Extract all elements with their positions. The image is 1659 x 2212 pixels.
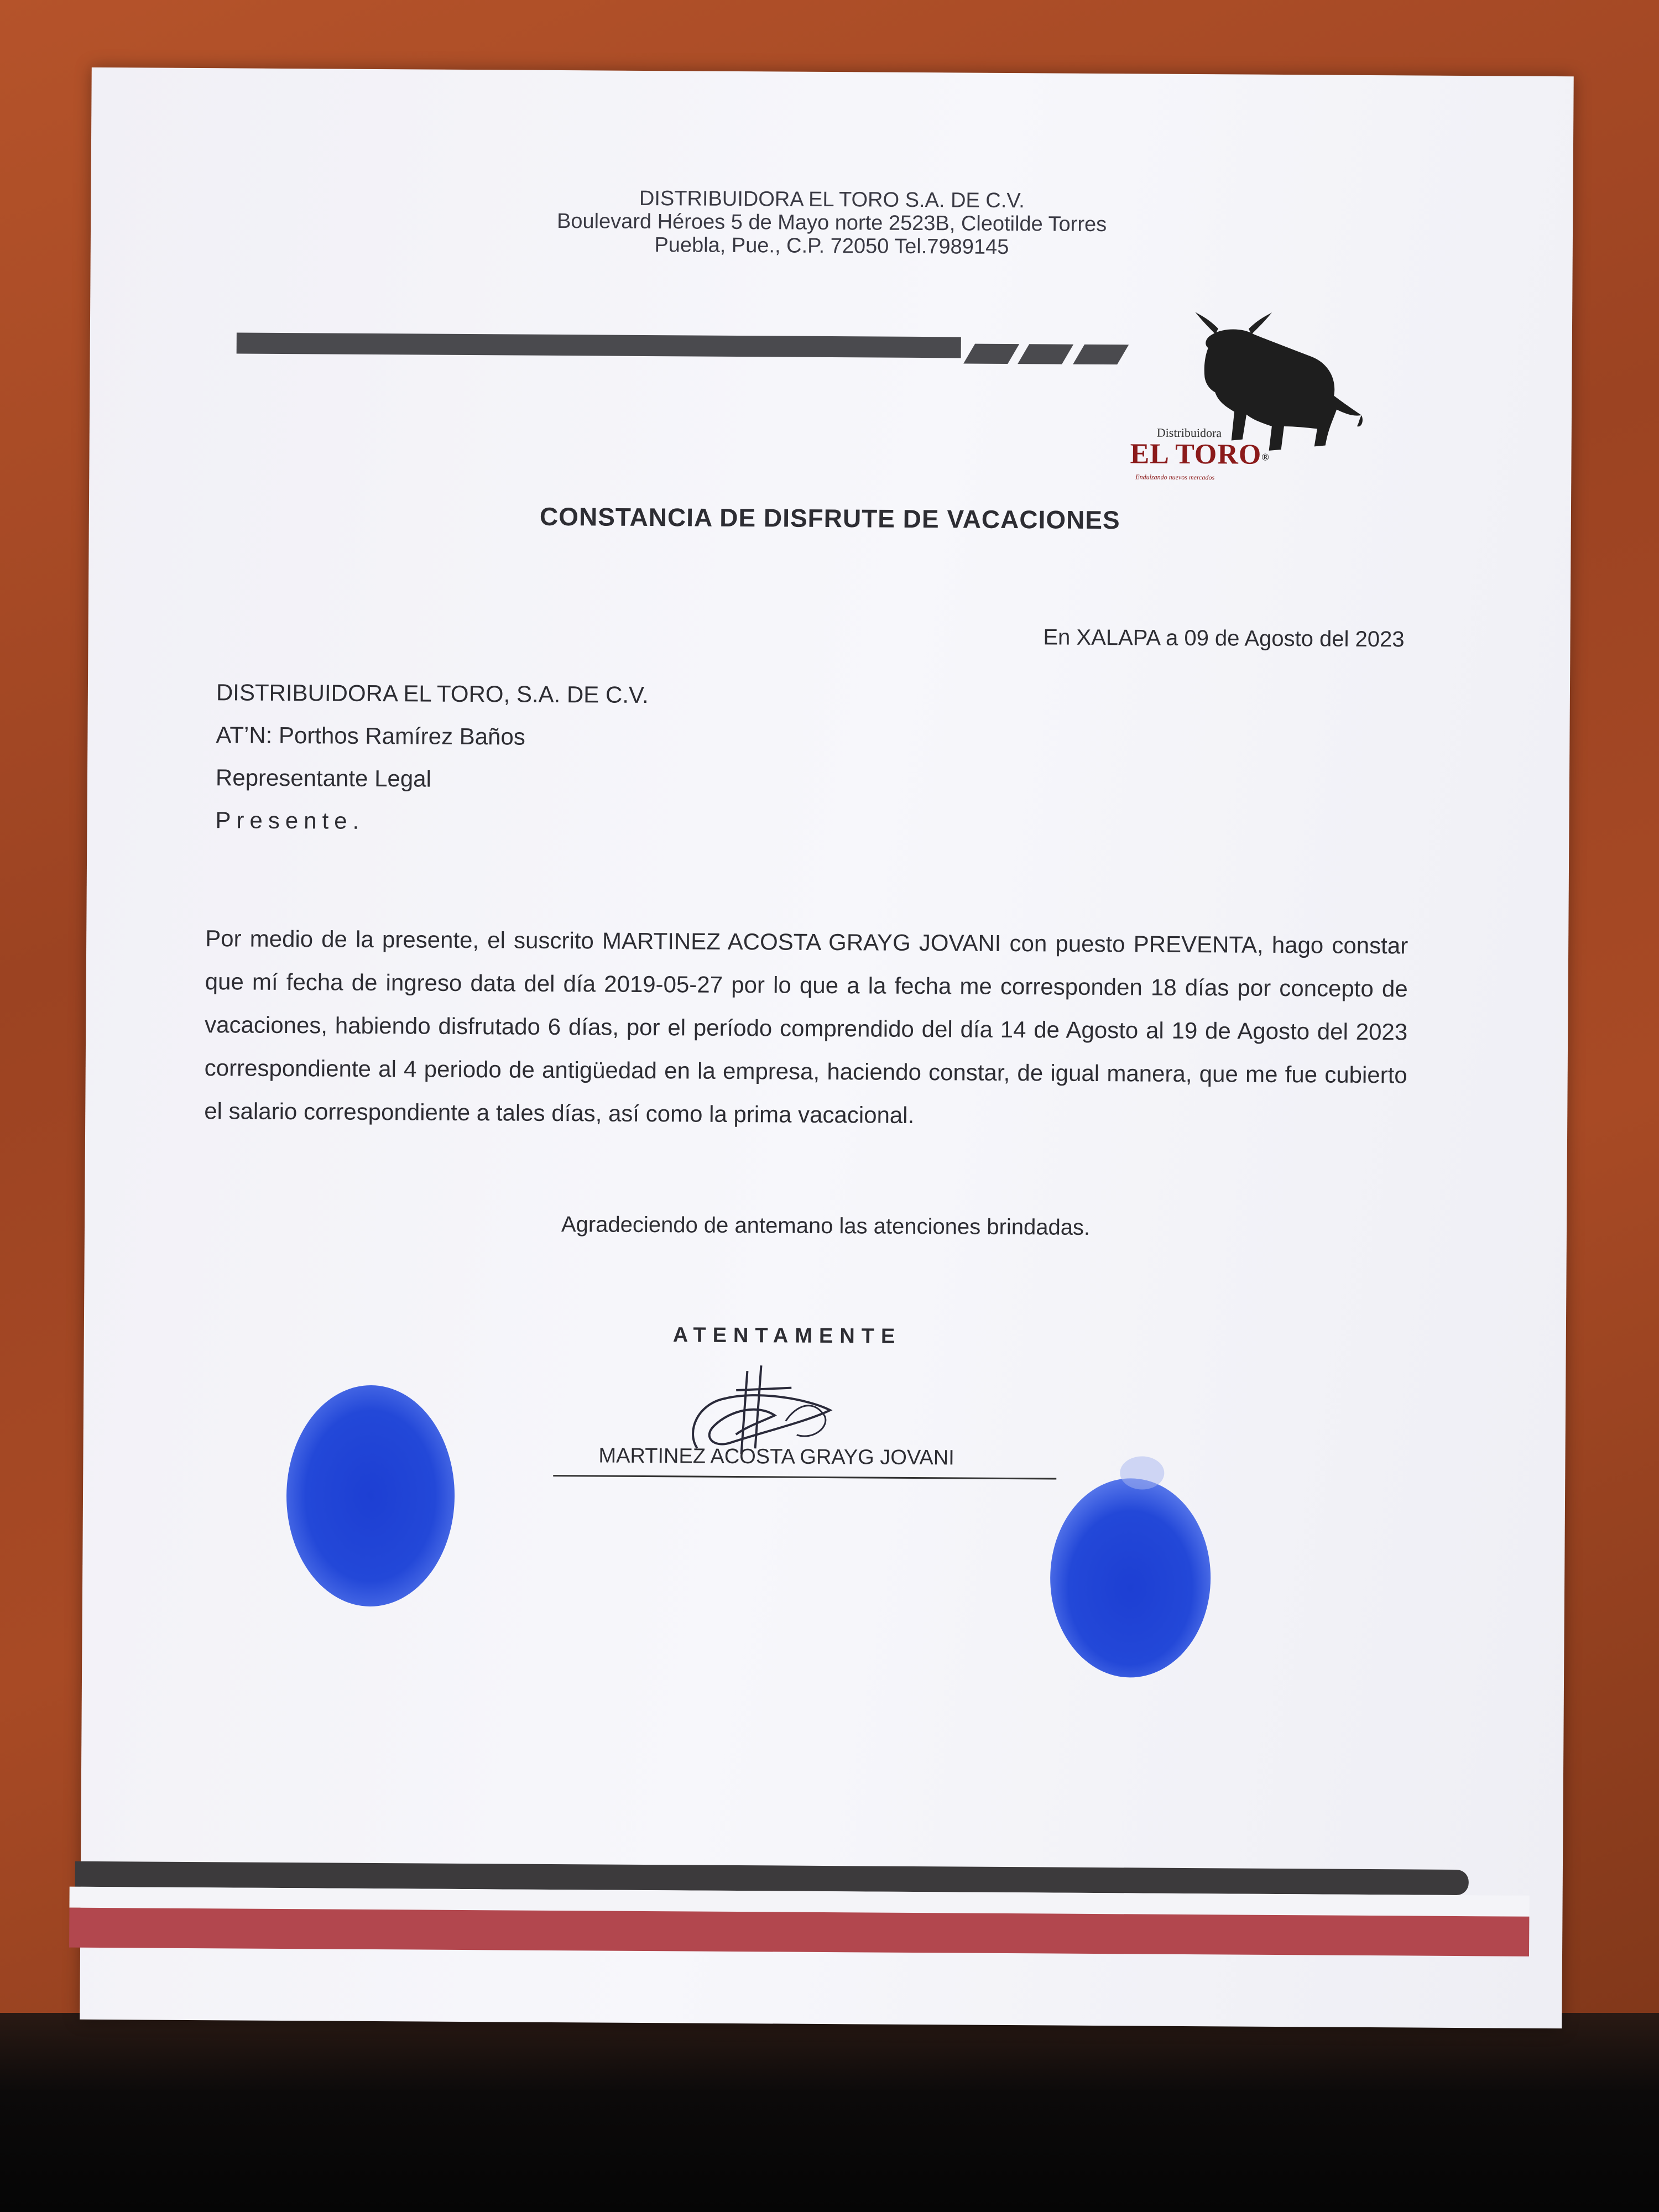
signature-line xyxy=(553,1475,1056,1480)
recipient-block xyxy=(215,671,649,844)
date-line: En XALAPA a 09 de Agosto del 2023 xyxy=(1043,625,1405,652)
recipient-presente: Presente. xyxy=(215,807,365,834)
el-toro-logo xyxy=(1101,295,1368,507)
table-background xyxy=(0,2013,1659,2212)
right-thumbprint xyxy=(1047,1439,1214,1683)
logo-slogan: Endulzando nuevos mercados xyxy=(1135,473,1215,482)
company-name: DISTRIBUIDORA EL TORO S.A. DE C.V. xyxy=(639,186,1025,213)
header-divider-bar xyxy=(237,332,961,358)
left-thumbprint xyxy=(281,1376,460,1610)
header-divider-segment xyxy=(963,344,1019,364)
company-header xyxy=(91,184,1573,262)
closing-text: ATENTAMENTE xyxy=(672,1323,902,1348)
recipient-company: DISTRIBUIDORA EL TORO, S.A. DE C.V. xyxy=(216,679,649,708)
logo-top-text: Distribuidora xyxy=(1156,425,1222,440)
thanks-line: Agradeciendo de antemano las atenciones brindadas. xyxy=(561,1212,1091,1240)
document-page xyxy=(80,67,1574,2028)
recipient-role: Representante Legal xyxy=(215,764,432,792)
recipient-attn: AT’N: Porthos Ramírez Baños xyxy=(216,722,525,750)
company-address-line1: Boulevard Héroes 5 de Mayo norte 2523B, Cleotilde Torres xyxy=(556,209,1107,237)
logo-main-text: EL TORO® xyxy=(1130,438,1270,471)
company-address-line2: Puebla, Pue., C.P. 72050 Tel.7989145 xyxy=(654,233,1009,259)
document-title: CONSTANCIA DE DISFRUTE DE VACACIONES xyxy=(539,502,1120,535)
footer-red-bar xyxy=(69,1908,1529,1957)
body-paragraph: Por medio de la presente, el suscrito MARTINEZ ACOSTA GRAYG JOVANI con puesto PREVENTA, hago constar que mí fecha de ingreso data del día 2019-05-27 por lo que a la fecha me corresponden 18 días por concepto de vacaciones, habiendo disfrutado 6 días, por el período comprendido del día 14 de Agosto al 19 de Agosto del 2023 correspondiente al 4 periodo de antigüedad en la empresa, haciendo constar, de igual manera, que me fue cubierto el salario correspondiente a tales días, así como la prima vacacional. xyxy=(204,925,1408,1128)
signer-name: MARTINEZ ACOSTA GRAYG JOVANI xyxy=(598,1444,954,1470)
header-divider-segment xyxy=(1018,344,1073,364)
